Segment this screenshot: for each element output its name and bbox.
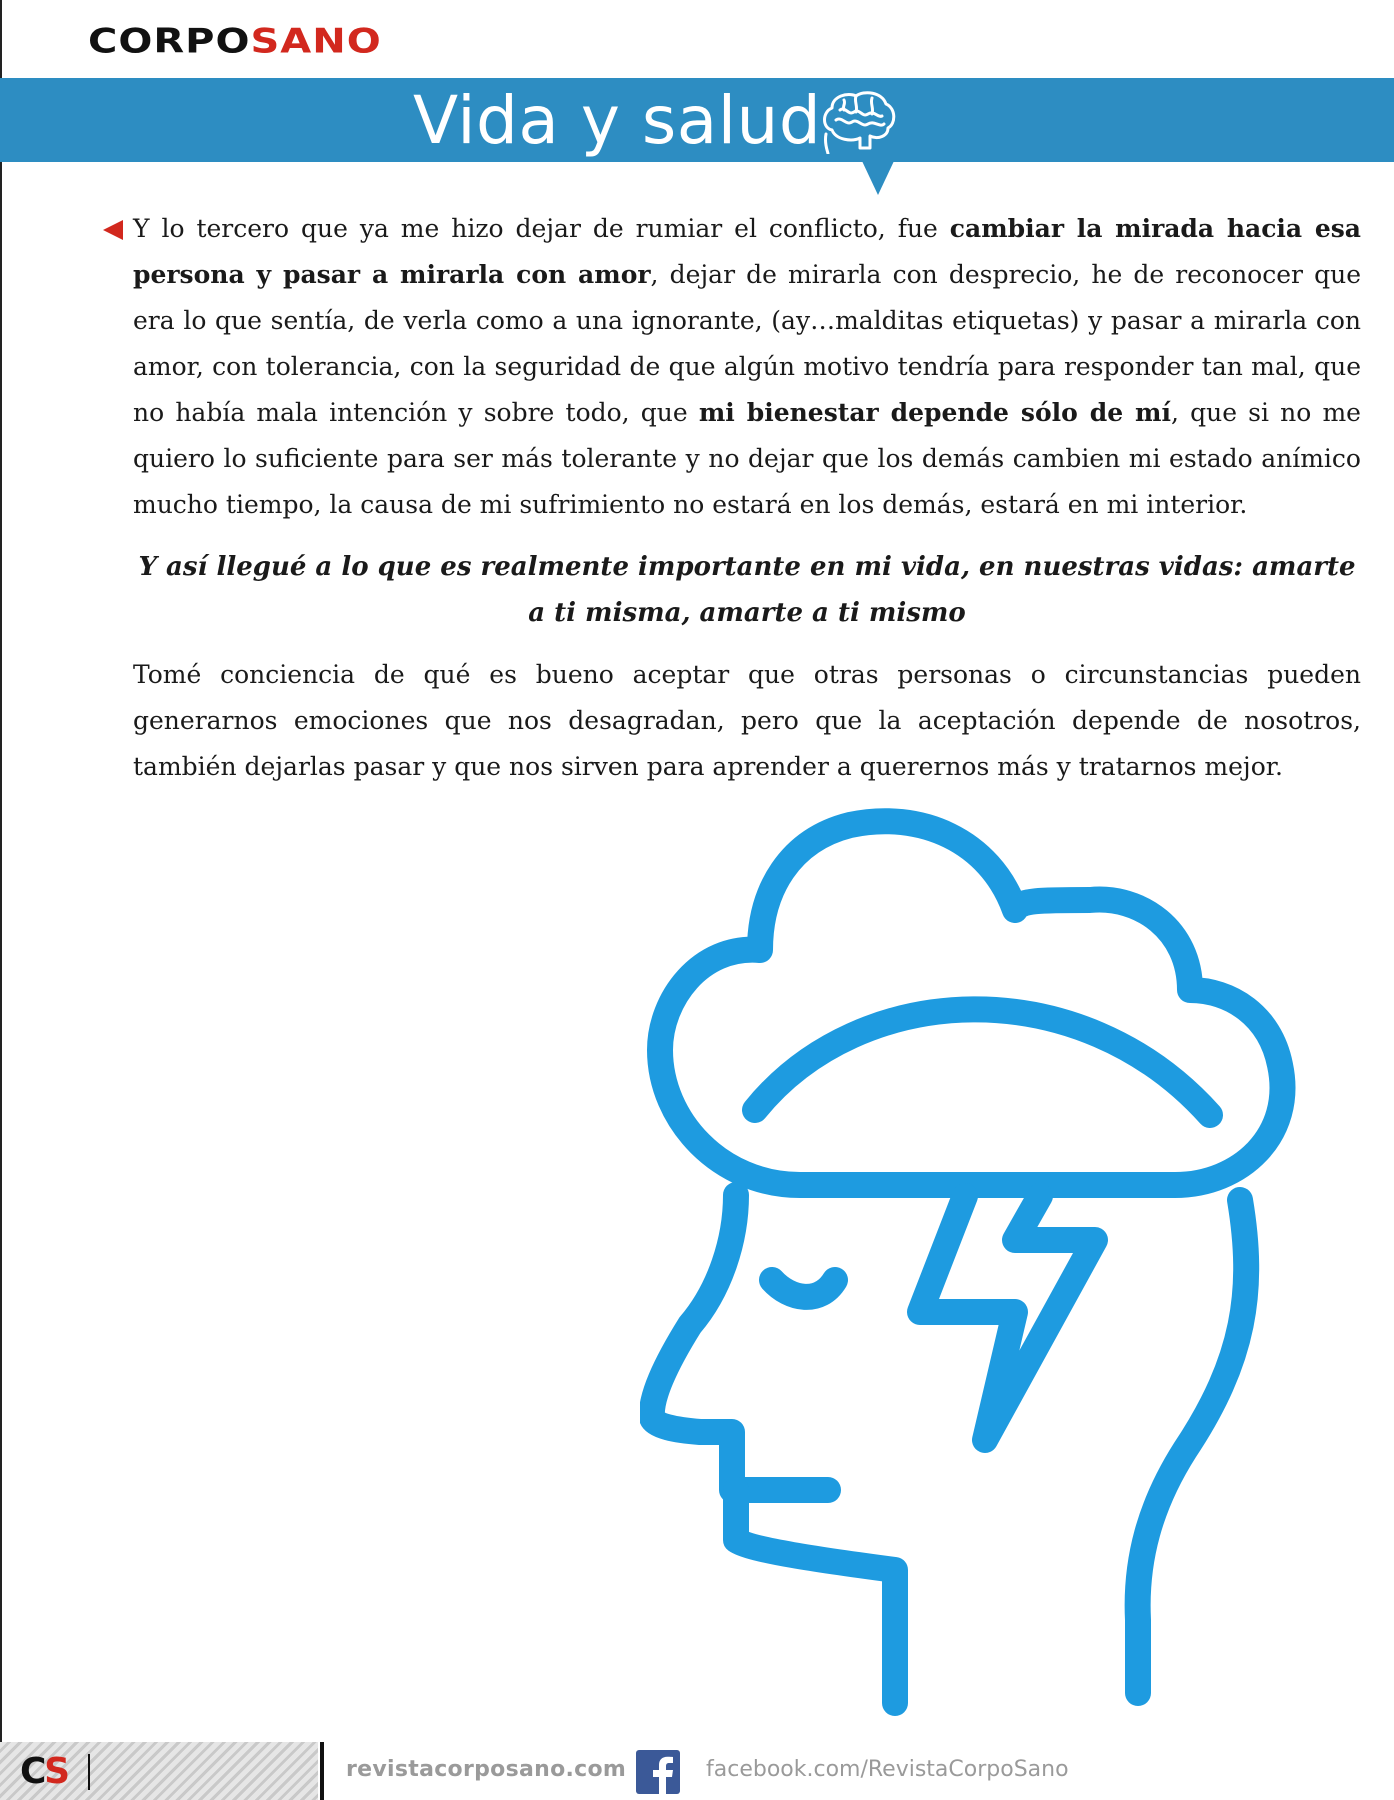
paragraph-1-text-a: Y lo tercero que ya me hizo dejar de rumiar el conflicto, fue [133, 214, 950, 243]
footer-cs-badge [20, 1752, 67, 1792]
footer-divider [320, 1742, 324, 1800]
banner-notch [862, 161, 894, 195]
pull-quote: Y así llegué a lo que es realmente importante en mi vida, en nuestras vidas: amarte a ti misma, amarte a ti mismo [138, 552, 1356, 628]
footer-badge-s: S [44, 1751, 68, 1792]
website-link[interactable]: revistacorposano.com [346, 1757, 627, 1782]
brain-icon [818, 88, 898, 154]
logo-sano: SANO [250, 21, 382, 61]
paragraph-1 [133, 206, 1361, 528]
facebook-icon[interactable] [636, 1750, 680, 1794]
paragraph-1-bold-b: mi bienestar depende sólo de mí [698, 398, 1171, 427]
paragraph-2: Tomé conciencia de qué es bueno aceptar que otras personas o circunstancias pueden generarnos emociones que nos desagradan, pero que la aceptación depende de nosotros, también dejarlas pasar y que nos sirven para aprender a querernos más y tratarnos mejor. [133, 660, 1361, 781]
paragraph-1-text-c: , que si no me quiero lo suficiente para ser más tolerante y no dejar que los demás cambien mi estado anímico mucho tiempo, la causa de mi sufrimiento no estará en los demás, estará en mi interior. [133, 398, 1361, 519]
paragraph-1-bold-a: cambiar la mirada hacia esa persona y pasar a mirarla con amor [133, 214, 1361, 289]
facebook-link[interactable]: facebook.com/RevistaCorpoSano [706, 1757, 1069, 1782]
logo-corpo: CORPO [88, 21, 251, 61]
page-footer [0, 1742, 1394, 1800]
head-cloud-lightning-icon [640, 800, 1320, 1720]
footer-badge-bar [88, 1754, 90, 1790]
paragraph-1-text-b: , dejar de mirarla con desprecio, he de reconocer que era lo que sentía, de verla como a una ignorante, (ay…malditas etiquetas) y pasar a mirarla con amor, con tolerancia, con la seguridad de que algún motivo tendría para responder tan mal, que no había mala intención y sobre todo, que [133, 260, 1361, 427]
corposano-logo [88, 20, 382, 63]
left-border-rule [0, 0, 2, 1800]
article-body [133, 206, 1361, 790]
marker-triangle-icon [103, 220, 123, 240]
footer-badge-c: C [20, 1751, 45, 1792]
section-title: Vida y salud [413, 82, 822, 159]
